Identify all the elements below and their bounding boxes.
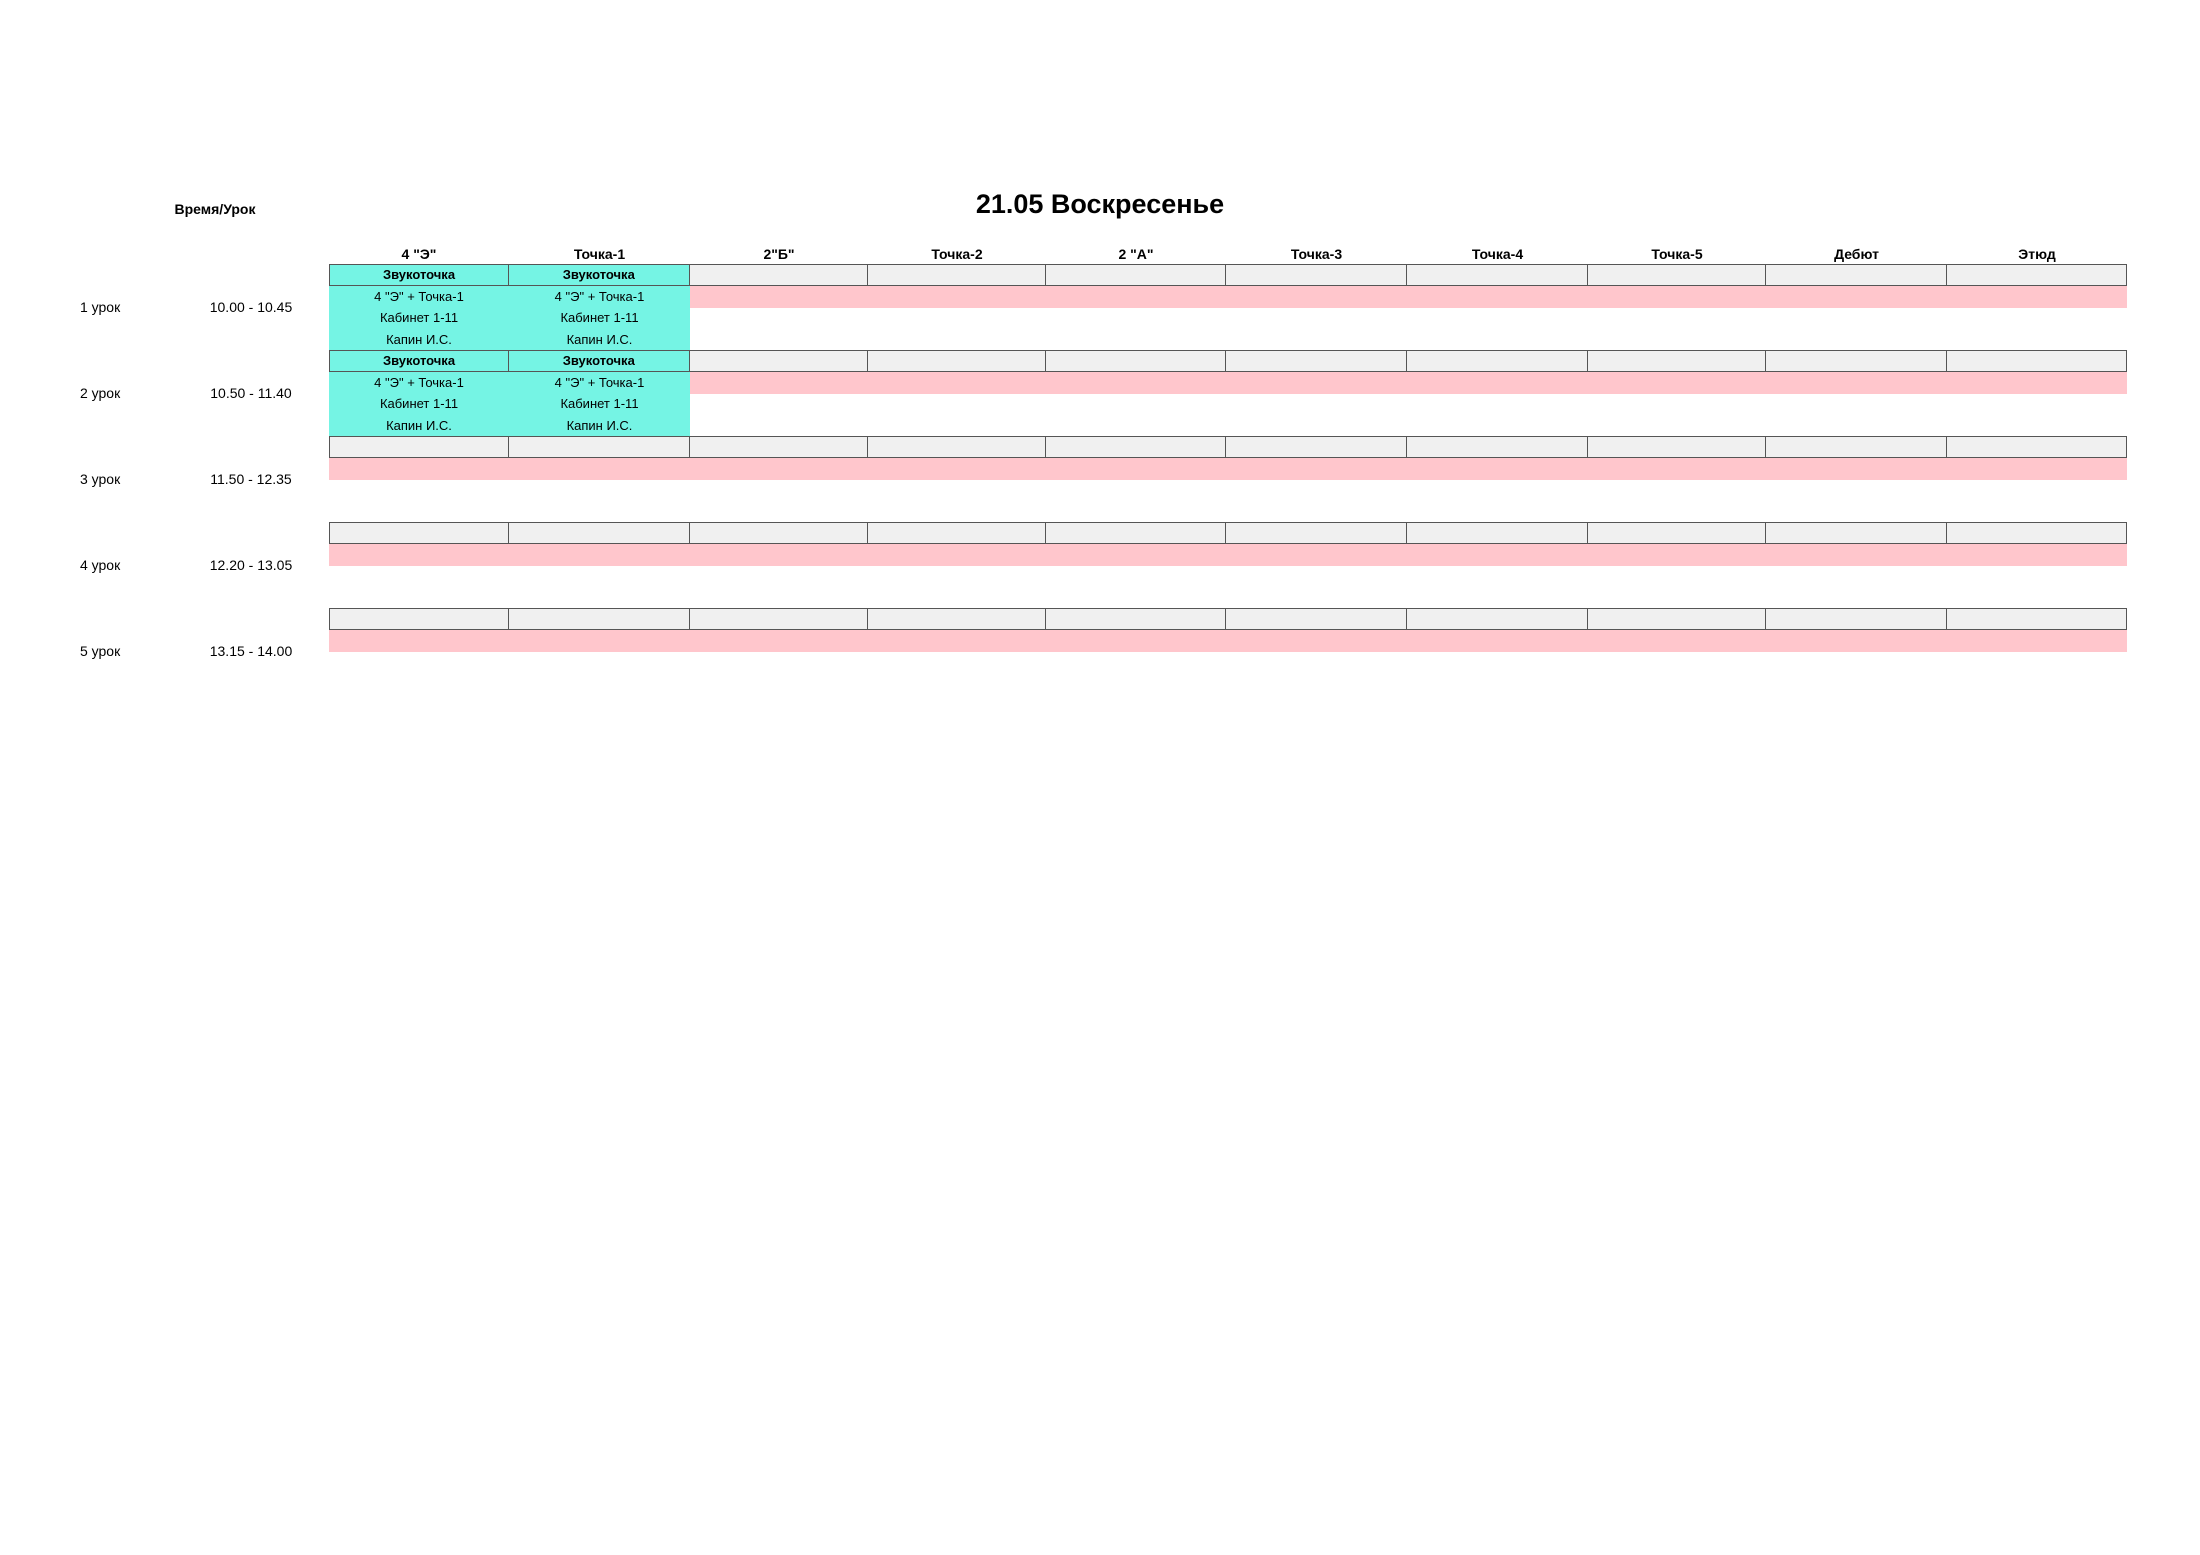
empty-slot-cell[interactable]: [1225, 522, 1408, 544]
column-header: Этюд: [2018, 246, 2056, 262]
empty-slot-cell[interactable]: [1946, 436, 2128, 458]
free-slot-bar: [329, 630, 2127, 652]
empty-slot-cell[interactable]: [1946, 264, 2128, 286]
booking-heading-cell[interactable]: Звукоточка: [508, 264, 691, 286]
empty-slot-cell[interactable]: [1587, 350, 1767, 372]
empty-slot-cell[interactable]: [1587, 608, 1767, 630]
empty-slot-cell[interactable]: [1587, 436, 1767, 458]
empty-slot-cell[interactable]: [1045, 436, 1227, 458]
empty-slot-cell[interactable]: [329, 608, 509, 630]
lesson-label: 2 урок: [80, 385, 121, 401]
empty-slot-cell[interactable]: [1225, 264, 1408, 286]
empty-slot-cell[interactable]: [867, 608, 1047, 630]
empty-slot-cell[interactable]: [689, 264, 869, 286]
column-header: Точка-2: [931, 246, 983, 262]
empty-slot-cell[interactable]: [689, 608, 869, 630]
booking-details: [509, 372, 690, 436]
booking-details: [329, 286, 509, 350]
empty-slot-cell[interactable]: [508, 436, 691, 458]
empty-slot-cell[interactable]: [1765, 264, 1948, 286]
empty-slot-cell[interactable]: [867, 350, 1047, 372]
lesson-row: [329, 264, 2127, 350]
empty-slot-cell[interactable]: [1225, 436, 1408, 458]
empty-slot-cell[interactable]: [689, 436, 869, 458]
empty-slot-cell[interactable]: [689, 522, 869, 544]
empty-slot-cell[interactable]: [329, 436, 509, 458]
lesson-header-row: [329, 350, 2127, 372]
column-header: 4 "Э": [401, 246, 437, 262]
lesson-row: [329, 436, 2127, 522]
empty-slot-cell[interactable]: [1765, 522, 1948, 544]
empty-slot-cell[interactable]: [1045, 522, 1227, 544]
booking-heading-cell[interactable]: Звукоточка: [329, 350, 509, 372]
free-slot-bar: [329, 544, 2127, 566]
empty-slot-cell[interactable]: [1406, 264, 1589, 286]
column-header: Точка-4: [1471, 246, 1524, 262]
booking-details: [329, 372, 509, 436]
empty-slot-cell[interactable]: [1406, 608, 1589, 630]
lesson-row: [329, 350, 2127, 436]
column-header: Точка-1: [573, 246, 626, 262]
empty-slot-cell[interactable]: [1045, 350, 1227, 372]
booking-detail-line: Капин И.С.: [386, 331, 452, 347]
column-header: 2 "А": [1118, 246, 1154, 262]
empty-slot-cell[interactable]: [1946, 350, 2128, 372]
booking-detail-line: Кабинет 1-11: [560, 310, 639, 326]
booking-detail-line: 4 "Э" + Точка-1: [374, 375, 464, 390]
column-header: 2"Б": [763, 246, 795, 262]
empty-slot-cell[interactable]: [1946, 608, 2128, 630]
empty-slot-cell[interactable]: [689, 350, 869, 372]
lesson-header-row: [329, 608, 2127, 630]
booking-detail-line: Капин И.С.: [566, 417, 633, 433]
empty-slot-cell[interactable]: [867, 522, 1047, 544]
booking-detail-line: Кабинет 1-11: [379, 396, 459, 412]
empty-slot-cell[interactable]: [1225, 608, 1408, 630]
booking-detail-line: 4 "Э" + Точка-1: [554, 375, 645, 390]
lesson-time: 12.20 - 13.05: [209, 557, 293, 573]
empty-slot-cell[interactable]: [1587, 522, 1767, 544]
time-lesson-header: Время/Урок: [174, 201, 256, 217]
free-slot-bar: [690, 372, 2127, 394]
lesson-time: 10.50 - 11.40: [210, 385, 292, 401]
column-header: Точка-3: [1290, 246, 1343, 262]
free-slot-bar: [329, 458, 2127, 480]
empty-slot-cell[interactable]: [1406, 436, 1589, 458]
lesson-label: 3 урок: [80, 471, 121, 487]
booking-detail-line: Кабинет 1-11: [379, 310, 459, 326]
booking-heading-cell[interactable]: Звукоточка: [508, 350, 691, 372]
booking-detail-line: Капин И.С.: [566, 331, 633, 347]
empty-slot-cell[interactable]: [1406, 522, 1589, 544]
empty-slot-cell[interactable]: [329, 522, 509, 544]
column-headers: [329, 244, 2127, 264]
empty-slot-cell[interactable]: [1765, 436, 1948, 458]
lesson-row: [329, 522, 2127, 608]
free-slot-bar: [690, 286, 2127, 308]
booking-detail-line: 4 "Э" + Точка-1: [374, 289, 464, 304]
lesson-header-row: [329, 522, 2127, 544]
lesson-header-row: [329, 436, 2127, 458]
empty-slot-cell[interactable]: [1587, 264, 1767, 286]
lesson-label: 4 урок: [80, 557, 121, 573]
booking-detail-line: 4 "Э" + Точка-1: [554, 289, 645, 304]
lesson-label: 5 урок: [80, 643, 121, 659]
booking-detail-line: Кабинет 1-11: [560, 396, 639, 412]
lesson-header-row: [329, 264, 2127, 286]
empty-slot-cell[interactable]: [508, 608, 691, 630]
empty-slot-cell[interactable]: [508, 522, 691, 544]
empty-slot-cell[interactable]: [867, 264, 1047, 286]
empty-slot-cell[interactable]: [1765, 608, 1948, 630]
empty-slot-cell[interactable]: [1045, 608, 1227, 630]
empty-slot-cell[interactable]: [867, 436, 1047, 458]
empty-slot-cell[interactable]: [1946, 522, 2128, 544]
lesson-time: 11.50 - 12.35: [210, 471, 292, 487]
lesson-time: 10.00 - 10.45: [209, 299, 293, 315]
booking-heading-cell[interactable]: Звукоточка: [329, 264, 509, 286]
empty-slot-cell[interactable]: [1045, 264, 1227, 286]
booking-detail-line: Капин И.С.: [386, 417, 452, 433]
empty-slot-cell[interactable]: [1225, 350, 1408, 372]
booking-details: [509, 286, 690, 350]
empty-slot-cell[interactable]: [1406, 350, 1589, 372]
lesson-time: 13.15 - 14.00: [209, 643, 293, 659]
lesson-row: [329, 608, 2127, 694]
column-header: Дебют: [1834, 246, 1879, 262]
page-title: 21.05 Воскресенье: [975, 189, 1225, 219]
empty-slot-cell[interactable]: [1765, 350, 1948, 372]
column-header: Точка-5: [1651, 246, 1703, 262]
lesson-label: 1 урок: [80, 299, 121, 315]
